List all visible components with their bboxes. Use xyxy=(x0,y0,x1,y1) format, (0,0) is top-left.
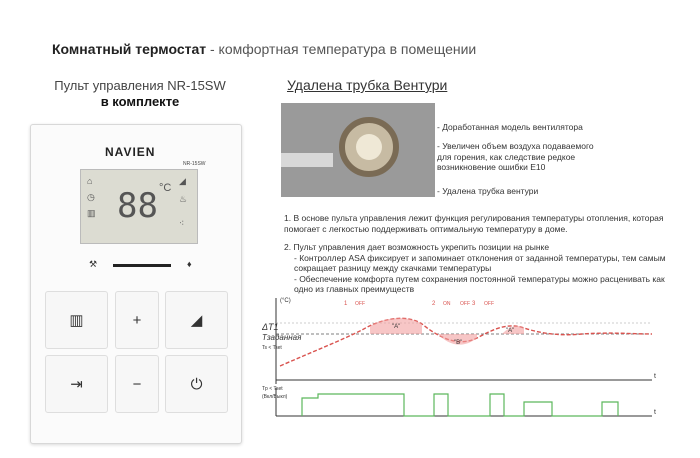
burner-label: (Вкл/Выкл) xyxy=(262,394,288,400)
device-caption xyxy=(40,78,240,110)
dots-icon: ⁖ xyxy=(179,218,185,228)
power-icon: ⏻ xyxy=(190,375,203,393)
burner-state-line xyxy=(302,394,618,416)
minus-button[interactable]: − xyxy=(115,355,159,413)
off-label-1: OFF xyxy=(355,301,365,307)
temperature-chart xyxy=(262,292,662,420)
note-air-volume: - Увеличен объем воздуха подаваемого для горения, как следствие редкое возникновение ошибки E10 xyxy=(437,141,594,172)
on-label-2: ON xyxy=(443,301,451,307)
features-list xyxy=(284,213,684,295)
x-axis-t-label: t xyxy=(654,373,656,380)
temperature-digits: 88 xyxy=(117,186,158,226)
marker-1: 1 xyxy=(344,301,348,307)
off-label-2: OFF xyxy=(460,301,470,307)
brand-logo: NAVIEN xyxy=(105,145,156,159)
hot-water-button[interactable] xyxy=(165,291,228,349)
area-b-label: "B" xyxy=(454,340,463,346)
setpoint-label: Tзаданная xyxy=(262,333,302,342)
note-venturi-removed: - Удалена трубка вентури xyxy=(437,186,539,196)
status-row xyxy=(81,259,201,271)
list-item: 1. В основе пульта управления лежит функция регулирования температуры отопления, которая помогает с легкостью поддерживать оптимальную температуру в доме. xyxy=(284,213,664,234)
page-title: Комнатный термостат - комфортная температура в помещении xyxy=(52,41,477,57)
marker-3: 3 xyxy=(472,301,476,307)
wrench-icon: ⚒ xyxy=(89,259,98,269)
marker-2: 2 xyxy=(432,301,436,307)
thermostat-device xyxy=(30,124,242,444)
list-item: 2. Пульт управления дает возможность укрепить позиции на рынке xyxy=(284,242,550,252)
model-label: NR-15SW xyxy=(183,161,206,167)
list-subitem: - Обеспечение комфорта путем сохранения постоянной температуры можно расценивать как одно из главных преимуществ xyxy=(294,273,665,294)
flame-indicator-icon: ♦ xyxy=(187,259,192,269)
area-a2-label: "A" xyxy=(506,328,515,334)
exit-icon: ⇥ xyxy=(70,376,83,393)
note-fan-model: - Доработанная модель вентилятора xyxy=(437,122,583,132)
plus-button[interactable]: + xyxy=(115,291,159,349)
y-unit-label: (°C) xyxy=(280,298,291,304)
radiator-icon: ▥ xyxy=(87,208,96,218)
clock-icon: ◷ xyxy=(87,192,95,202)
tp-label: Tp < Tset xyxy=(262,386,283,392)
home-icon: ⌂ xyxy=(87,176,93,186)
heating-mode-button[interactable] xyxy=(45,291,108,349)
tap-icon: ◢ xyxy=(190,312,203,329)
burner-t-label: t xyxy=(654,409,656,416)
area-a1-label: "A" xyxy=(392,324,401,330)
delta-label: ΔT1 xyxy=(262,322,279,332)
off-label-3: OFF xyxy=(484,301,494,307)
signal-bar xyxy=(113,264,171,267)
flame-icon: ♨ xyxy=(179,194,188,204)
away-mode-button[interactable] xyxy=(45,355,108,413)
list-subitem: - Контроллер ASA фиксирует и запоминает отклонения от заданной температуры, тем самым сокращает разницу между скачками температуры xyxy=(294,252,666,273)
device-caption-line2: в комплекте xyxy=(100,94,180,109)
radiator-icon: ▥ xyxy=(69,312,84,329)
device-caption-line1: Пульт управления NR-15SW xyxy=(54,78,226,93)
fan-photo xyxy=(281,103,435,197)
ts-label: Ts < Tset xyxy=(262,345,282,351)
degree-unit: °C xyxy=(159,182,172,194)
tap-icon: ◢ xyxy=(179,176,186,186)
venturi-heading: Удалена трубка Вентури xyxy=(287,77,448,93)
power-button[interactable] xyxy=(165,355,228,413)
lcd-display xyxy=(80,169,198,244)
